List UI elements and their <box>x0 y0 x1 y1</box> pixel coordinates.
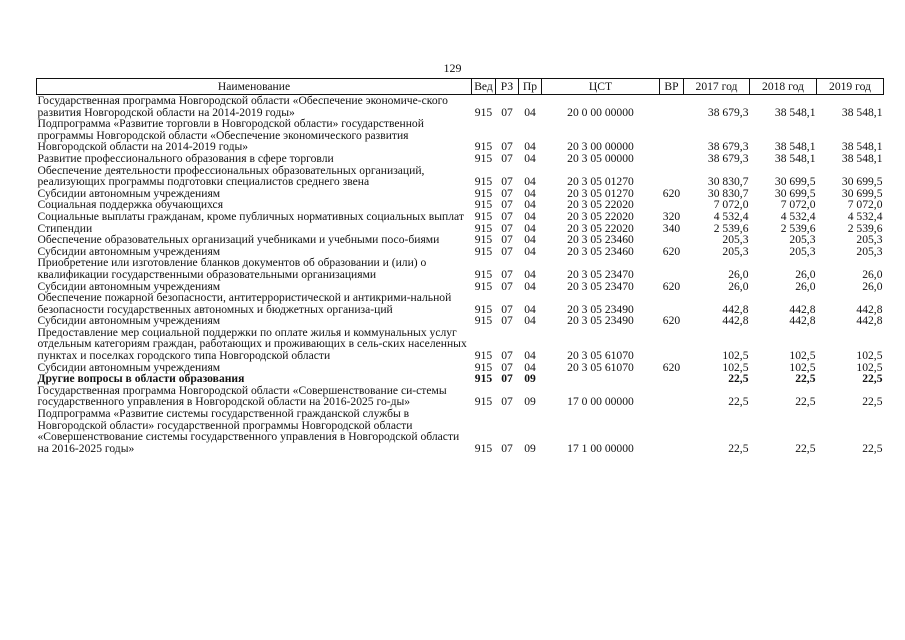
row-ved: 915 <box>474 349 493 363</box>
row-ved: 915 <box>474 395 493 409</box>
row-2019: 22,5 <box>862 372 883 386</box>
row-name: Подпрограмма «Развитие торговли в Новгородской области» государственной программы Новгородской области «Обеспечение экономического развития Новгородской области на 2014-2019 годы» <box>37 117 424 154</box>
row-2017: 205,3 <box>722 244 749 258</box>
row-rz: 07 <box>501 372 513 386</box>
row-vr <box>660 165 684 188</box>
row-name: Стипендии <box>37 221 93 235</box>
row-2017: 38 679,3 <box>707 140 749 154</box>
row-ved: 915 <box>474 244 493 258</box>
header-rz: РЗ <box>496 79 519 95</box>
header-2018: 2018 год <box>750 79 817 95</box>
row-2018: 22,5 <box>795 372 816 386</box>
header-pr: Пр <box>519 79 542 95</box>
row-rz: 07 <box>501 349 513 363</box>
table-row <box>37 165 884 188</box>
header-vr: ВР <box>660 79 684 95</box>
row-2019: 102,5 <box>856 360 883 374</box>
row-vr <box>660 95 684 119</box>
row-2017: 442,8 <box>722 314 749 328</box>
row-rz: 07 <box>501 267 513 281</box>
row-rz: 07 <box>501 198 513 212</box>
row-name: Субсидии автономным учреждениям <box>37 314 221 328</box>
row-ved: 915 <box>474 221 493 235</box>
row-2018: 442,8 <box>789 302 816 316</box>
row-cst: 17 1 00 00000 <box>567 441 634 455</box>
table-row <box>37 118 884 153</box>
row-name: Государственная программа Новгородской области «Обеспечение экономиче-ского развития Новгородской области на 2014-2019 годы» <box>37 94 448 119</box>
row-cst: 20 3 05 22020 <box>567 221 634 235</box>
row-rz: 07 <box>501 140 513 154</box>
row-name: Обеспечение деятельности профессиональных образовательных организаций, реализующих программы подготовки специалистов среднего звена <box>37 163 425 189</box>
row-vr <box>660 234 684 246</box>
row-pr: 04 <box>524 140 536 154</box>
row-2018: 30 699,5 <box>774 186 816 200</box>
row-ved: 915 <box>474 198 493 212</box>
row-rz: 07 <box>501 441 513 455</box>
row-name: Обеспечение пожарной безопасности, антитеррористической и антикрими-нальной безопасности государственных автономных и бюджетных организа-ций <box>37 291 452 316</box>
row-rz: 07 <box>501 244 513 258</box>
row-2019: 205,3 <box>856 244 883 258</box>
row-cst: 20 3 05 00000 <box>567 151 634 165</box>
row-cst: 20 3 05 01270 <box>567 186 634 200</box>
table-row <box>37 408 884 454</box>
row-pr: 04 <box>524 233 536 247</box>
row-2017: 38 679,3 <box>707 151 749 165</box>
row-rz: 07 <box>501 221 513 235</box>
header-2019: 2019 год <box>817 79 884 95</box>
row-ved: 915 <box>474 279 493 293</box>
row-2017: 22,5 <box>728 395 749 409</box>
row-vr: 620 <box>662 186 681 200</box>
row-ved: 915 <box>474 186 493 200</box>
table-body <box>37 95 884 455</box>
row-vr <box>660 153 684 165</box>
row-ved: 915 <box>474 151 493 165</box>
row-2017: 22,5 <box>728 372 749 386</box>
row-ved: 915 <box>474 233 493 247</box>
row-ved: 915 <box>474 302 493 316</box>
row-pr: 04 <box>524 349 536 363</box>
header-cst: ЦСТ <box>542 79 660 95</box>
row-pr: 04 <box>524 105 536 119</box>
row-rz: 07 <box>501 395 513 409</box>
row-rz: 07 <box>501 302 513 316</box>
row-pr: 04 <box>524 186 536 200</box>
row-rz: 07 <box>501 360 513 374</box>
row-2017: 7 072,0 <box>713 198 749 212</box>
row-2019: 205,3 <box>856 233 883 247</box>
row-name: Социальная поддержка обучающихся <box>37 198 224 212</box>
row-2019: 442,8 <box>856 314 883 328</box>
row-2019: 38 548,1 <box>841 151 883 165</box>
row-cst: 20 3 05 22020 <box>567 198 634 212</box>
row-2017: 30 830,7 <box>707 186 749 200</box>
row-cst: 20 3 05 23470 <box>567 267 634 281</box>
row-ved: 915 <box>474 360 493 374</box>
row-cst <box>542 373 660 385</box>
row-2018: 4 532,4 <box>780 209 816 223</box>
row-2018: 30 699,5 <box>774 175 816 189</box>
row-2018: 7 072,0 <box>780 198 816 212</box>
row-pr: 04 <box>524 267 536 281</box>
row-pr: 04 <box>524 198 536 212</box>
row-pr: 04 <box>524 175 536 189</box>
row-2018: 2 539,6 <box>780 221 816 235</box>
row-vr <box>660 373 684 385</box>
row-ved: 915 <box>474 314 493 328</box>
row-2018: 102,5 <box>789 349 816 363</box>
row-pr: 04 <box>524 302 536 316</box>
header-name: Наименование <box>37 79 472 95</box>
row-2019: 38 548,1 <box>841 105 883 119</box>
row-2018: 205,3 <box>789 244 816 258</box>
row-2017: 2 539,6 <box>713 221 749 235</box>
row-pr: 09 <box>524 441 536 455</box>
row-vr: 620 <box>662 314 681 328</box>
row-2019: 26,0 <box>862 279 883 293</box>
row-2019: 26,0 <box>862 267 883 281</box>
table-row <box>37 327 884 362</box>
row-pr: 04 <box>524 221 536 235</box>
row-vr <box>660 292 684 315</box>
budget-table <box>36 78 884 454</box>
row-2018: 38 548,1 <box>774 140 816 154</box>
row-vr <box>660 118 684 153</box>
table-row <box>37 95 884 119</box>
table-row <box>37 292 884 315</box>
row-2019: 442,8 <box>856 302 883 316</box>
row-name: Субсидии автономным учреждениям <box>37 360 221 374</box>
row-vr <box>660 408 684 454</box>
row-2018: 442,8 <box>789 314 816 328</box>
row-2018: 102,5 <box>789 360 816 374</box>
row-cst: 20 3 05 01270 <box>567 175 634 189</box>
header-2017: 2017 год <box>684 79 750 95</box>
row-ved: 915 <box>474 140 493 154</box>
table-row <box>37 211 884 223</box>
row-pr: 09 <box>524 372 536 386</box>
row-cst: 20 3 05 61070 <box>567 349 634 363</box>
row-2017: 22,5 <box>728 441 749 455</box>
row-rz: 07 <box>501 186 513 200</box>
row-2018: 26,0 <box>795 267 816 281</box>
row-2018: 22,5 <box>795 395 816 409</box>
row-2019: 38 548,1 <box>841 140 883 154</box>
row-vr <box>660 385 684 408</box>
row-name: Субсидии автономным учреждениям <box>37 186 221 200</box>
row-2019: 30 699,5 <box>841 186 883 200</box>
row-2017: 102,5 <box>722 349 749 363</box>
row-2017: 26,0 <box>728 267 749 281</box>
row-rz: 07 <box>501 314 513 328</box>
row-ved: 915 <box>474 105 493 119</box>
row-pr: 09 <box>524 395 536 409</box>
row-2019: 30 699,5 <box>841 175 883 189</box>
row-pr: 04 <box>524 151 536 165</box>
row-cst: 20 3 05 23470 <box>567 279 634 293</box>
row-cst: 20 3 05 23490 <box>567 314 634 328</box>
row-2017: 205,3 <box>722 233 749 247</box>
row-2019: 7 072,0 <box>847 198 883 212</box>
row-cst: 20 3 05 23460 <box>567 233 634 247</box>
header-ved: Вед <box>472 79 496 95</box>
row-rz: 07 <box>501 105 513 119</box>
row-name: Государственная программа Новгородской области «Совершенствование си-стемы государственного управления в Новгородской области на 2016-2025 го-ды» <box>37 383 447 409</box>
row-name: Другие вопросы в области образования <box>37 372 245 386</box>
row-2018: 38 548,1 <box>774 105 816 119</box>
row-ved: 915 <box>474 441 493 455</box>
row-rz: 07 <box>501 233 513 247</box>
row-vr: 620 <box>662 279 681 293</box>
row-vr: 320 <box>662 209 681 223</box>
row-ved: 915 <box>474 267 493 281</box>
row-name: Субсидии автономным учреждениям <box>37 279 221 293</box>
row-name: Приобретение или изготовление бланков документов об образовании и (или) о квалификации государственными образовательными организациями <box>37 256 427 281</box>
row-2017: 30 830,7 <box>707 175 749 189</box>
row-2017: 38 679,3 <box>707 105 749 119</box>
row-2019: 102,5 <box>856 349 883 363</box>
row-2017: 102,5 <box>722 360 749 374</box>
row-rz: 07 <box>501 279 513 293</box>
row-ved: 915 <box>474 372 493 386</box>
table-row <box>37 257 884 280</box>
row-2018: 22,5 <box>795 441 816 455</box>
row-ved: 915 <box>474 175 493 189</box>
table-row <box>37 385 884 408</box>
row-2019: 4 532,4 <box>847 209 883 223</box>
table-row <box>37 234 884 246</box>
row-cst: 20 3 05 23460 <box>567 244 634 258</box>
row-pr: 04 <box>524 244 536 258</box>
row-cst: 20 3 05 23490 <box>567 302 634 316</box>
row-2018: 38 548,1 <box>774 151 816 165</box>
row-vr: 340 <box>662 221 681 235</box>
row-name: Обеспечение образовательных организаций учебниками и учебными посо-биями <box>37 233 440 247</box>
row-name: Предоставление мер социальной поддержки по оплате жилья и коммунальных услуг отдельным категориям граждан, работающих и проживающих в сель-ских населенных пунктах и поселках городского типа Новгородской области <box>37 325 467 363</box>
row-rz: 07 <box>501 175 513 189</box>
row-cst: 17 0 00 00000 <box>567 395 634 409</box>
row-vr <box>660 327 684 362</box>
row-vr: 620 <box>662 360 681 374</box>
page-number: 129 <box>443 61 462 75</box>
table-header <box>37 79 884 95</box>
row-2019: 2 539,6 <box>847 221 883 235</box>
row-name: Субсидии автономным учреждениям <box>37 244 221 258</box>
row-pr: 04 <box>524 314 536 328</box>
table-row <box>37 153 884 165</box>
row-cst: 20 3 05 22020 <box>567 209 634 223</box>
row-2018: 26,0 <box>795 279 816 293</box>
row-2018: 205,3 <box>789 233 816 247</box>
row-pr: 04 <box>524 209 536 223</box>
row-pr: 04 <box>524 360 536 374</box>
row-2019: 22,5 <box>862 441 883 455</box>
row-cst: 20 3 05 61070 <box>567 360 634 374</box>
row-2019: 22,5 <box>862 395 883 409</box>
row-cst: 20 3 00 00000 <box>567 140 634 154</box>
row-name: Развитие профессионального образования в сфере торговли <box>37 151 334 165</box>
row-rz: 07 <box>501 209 513 223</box>
row-vr: 620 <box>662 244 681 258</box>
row-vr <box>660 257 684 280</box>
row-cst: 20 0 00 00000 <box>567 105 634 119</box>
row-2017: 4 532,4 <box>713 209 749 223</box>
row-ved: 915 <box>474 209 493 223</box>
row-2017: 442,8 <box>722 302 749 316</box>
row-name: Социальные выплаты гражданам, кроме публичных нормативных социальных выплат <box>37 209 464 223</box>
row-rz: 07 <box>501 151 513 165</box>
row-pr: 04 <box>524 279 536 293</box>
row-2017: 26,0 <box>728 279 749 293</box>
row-name: Подпрограмма «Развитие системы государственной гражданской службы в Новгородской области» государственной программы Новгородской области «Совершенствование системы государственного управления в Новгородской области на 2016-2025 годы» <box>37 407 460 455</box>
